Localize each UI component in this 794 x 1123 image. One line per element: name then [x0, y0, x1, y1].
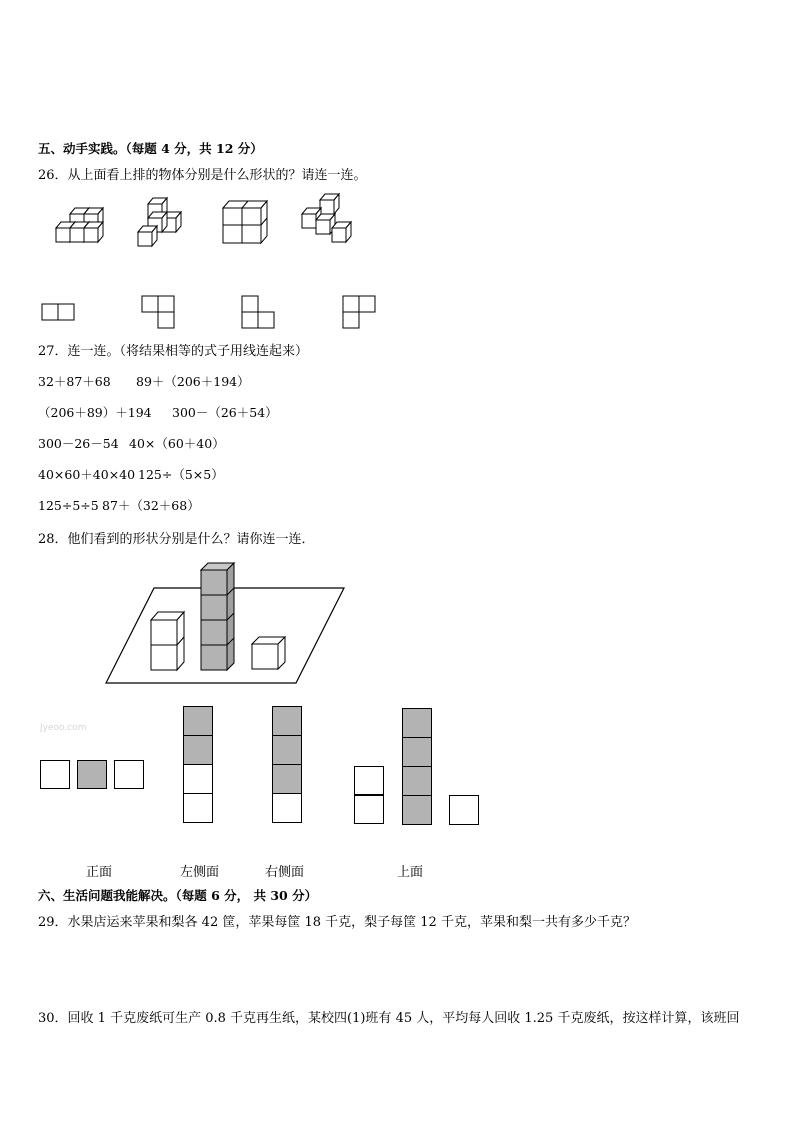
question-27: 27．连一连。（将结果相等的式子用线连起来） [38, 344, 309, 359]
q27-left-4: 40×60＋40×40 [38, 467, 136, 482]
q27-left-1: 32＋87＋68 [38, 374, 111, 389]
q27-left-3: 300－26－54 [38, 436, 119, 451]
label-front: 正面 [86, 865, 113, 880]
question-30: 30．回收 1 千克废纸可生产 0.8 千克再生纸，某校四(1)班有 45 人，平均每人回收 1.25 千克废纸，按这样计算，该班回 [38, 1011, 740, 1026]
q27-right-5: 87＋（32＋68） [102, 498, 200, 513]
question-26: 26．从上面看上排的物体分别是什么形状的？请连一连。 [38, 168, 367, 183]
q27-left-2: （206＋89）＋194 [38, 405, 152, 420]
section-6-title: 六、生活问题我能解决。（每题 6 分， 共 30 分） [38, 888, 318, 903]
q28-single-cube [252, 637, 285, 669]
q27-right-2: 300－（26＋54） [172, 405, 278, 420]
q28-left-stack [151, 612, 184, 670]
q27-right-3: 40×（60＋40） [129, 436, 225, 451]
q28-tall-stack [201, 563, 234, 670]
q27-right-4: 125÷（5×5） [138, 467, 224, 482]
q27-right-1: 89＋（206＋194） [136, 374, 250, 389]
q27-left-5: 125÷5÷5 [38, 498, 99, 513]
label-right-side: 右侧面 [265, 865, 305, 880]
watermark: Jyeoo.com [40, 723, 87, 733]
question-29: 29．水果店运来苹果和梨各 42 筐，苹果每筐 18 千克，梨子每筐 12 千克，苹果和梨一共有多少千克？ [38, 915, 636, 930]
label-left-side: 左侧面 [180, 865, 220, 880]
question-28: 28．他们看到的形状分别是什么？请你连一连． [38, 532, 315, 547]
label-top: 上面 [397, 865, 424, 880]
section-5-title: 五、动手实践。（每题 4 分，共 12 分） [38, 141, 263, 156]
